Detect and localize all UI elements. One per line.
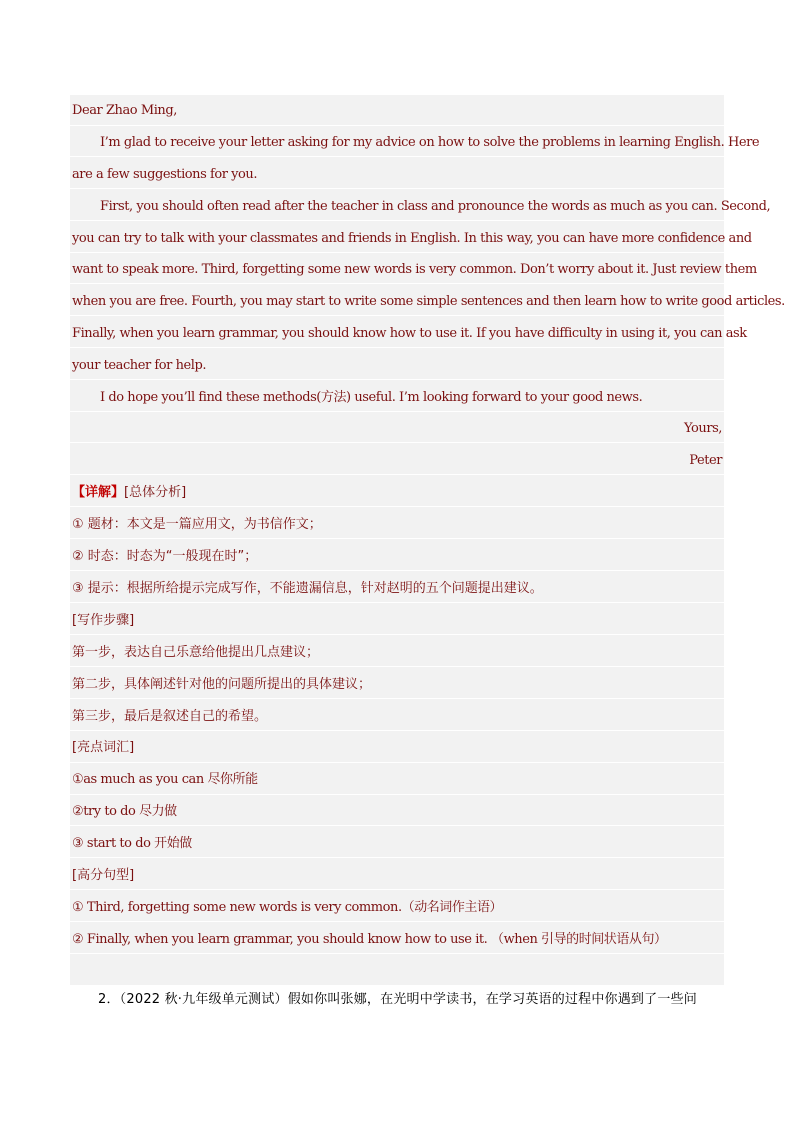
step-item: 第二步，具体阐述针对他的问题所提出的具体建议； <box>72 677 372 692</box>
overall-item: ② 时态：时态为“一般现在时”； <box>72 549 258 564</box>
vocab-item: ③ start to do 开始做 <box>72 836 192 851</box>
letter-paragraph-line: want to speak more. Third, forgetting some new words is very common. Don’t worry about it. Just review them <box>72 262 757 277</box>
letter-paragraph-line: you can try to talk with your classmates and friends in English. In this way, you can have more confidence and <box>72 231 752 246</box>
row-divider <box>70 859 724 890</box>
vocab-item: ②try to do 尽力做 <box>72 804 177 819</box>
letter-paragraph-line: Finally, when you learn grammar, you should know how to use it. If you have difficulty in using it, you can ask <box>72 326 747 341</box>
row-divider <box>70 412 724 443</box>
row-divider <box>70 732 724 763</box>
vocab-item: ①as much as you can 尽你所能 <box>72 772 258 787</box>
detail-tag: 【详解】 <box>72 485 125 500</box>
sentence-item: ② Finally, when you learn grammar, you should know how to use it. （when 引导的时间状语从句） <box>72 932 667 947</box>
letter-greeting: Dear Zhao Ming, <box>72 103 177 118</box>
overall-heading: [总体分析] <box>124 485 187 500</box>
letter-paragraph-line: your teacher for help. <box>72 358 207 373</box>
sentences-heading: [高分句型] <box>72 868 135 883</box>
row-divider <box>70 444 724 475</box>
overall-item: ③ 提示：根据所给提示完成写作，不能遗漏信息，针对赵明的五个问题提出建议。 <box>72 581 543 596</box>
next-question-text: 2．（2022 秋·九年级单元测试）假如你叫张娜，在光明中学读书，在学习英语的过程中你遇到了一些问 <box>98 992 697 1007</box>
step-item: 第一步，表达自己乐意给他提出几点建议； <box>72 645 320 660</box>
analysis-heading <box>72 485 186 501</box>
letter-paragraph-line: are a few suggestions for you. <box>72 167 258 182</box>
letter-paragraph-line: First, you should often read after the teacher in class and pronounce the words as much as you can. Second, <box>100 199 771 214</box>
letter-paragraph-line: when you are free. Fourth, you may start to write some simple sentences and then learn how to write good articles. <box>72 294 785 309</box>
letter-closing: Yours, <box>684 421 722 436</box>
step-item: 第三步，最后是叙述自己的希望。 <box>72 709 268 724</box>
overall-item: ① 题材：本文是一篇应用文，为书信作文； <box>72 517 322 532</box>
letter-closing-paragraph: I do hope you’ll find these methods(方法) useful. I’m looking forward to your good news. <box>100 390 643 405</box>
vocab-heading: [亮点词汇] <box>72 740 135 755</box>
steps-heading: [写作步骤] <box>72 613 135 628</box>
letter-paragraph-line: I’m glad to receive your letter asking for my advice on how to solve the problems in learning English. Here <box>100 135 760 150</box>
letter-signature: Peter <box>689 453 722 468</box>
answer-box <box>70 95 785 985</box>
sentence-item: ① Third, forgetting some new words is very common.（动名词作主语） <box>72 900 503 915</box>
row-divider <box>70 604 724 635</box>
